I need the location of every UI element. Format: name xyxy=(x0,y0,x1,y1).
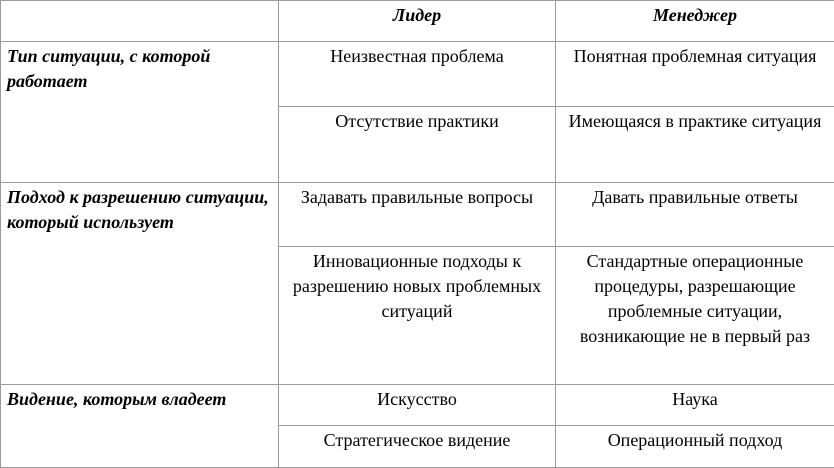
table-row xyxy=(1,42,834,107)
manager-cell: Имеющаяся в практике ситуация xyxy=(556,107,834,183)
manager-cell: Стандартные операционные процедуры, разрешающие проблемные ситуации, возникающие не в первый раз xyxy=(556,247,834,385)
header-manager: Менеджер xyxy=(556,1,834,42)
leader-cell: Задавать правильные вопросы xyxy=(279,183,556,247)
manager-cell: Понятная проблемная ситуация xyxy=(556,42,834,107)
manager-cell: Операционный подход xyxy=(556,426,834,468)
category-approach: Подход к разрешению ситуации, который использует xyxy=(1,183,279,385)
leader-cell: Стратегическое видение xyxy=(279,426,556,468)
category-situation-type: Тип ситуации, с которой работает xyxy=(1,42,279,183)
leader-cell: Инновационные подходы к разрешению новых проблемных ситуаций xyxy=(279,247,556,385)
table-row xyxy=(1,183,834,247)
table-row xyxy=(1,385,834,426)
manager-cell: Давать правильные ответы xyxy=(556,183,834,247)
leader-cell: Искусство xyxy=(279,385,556,426)
header-leader: Лидер xyxy=(279,1,556,42)
manager-cell: Наука xyxy=(556,385,834,426)
leader-cell: Отсутствие практики xyxy=(279,107,556,183)
leader-cell: Неизвестная проблема xyxy=(279,42,556,107)
category-vision: Видение, которым владеет xyxy=(1,385,279,468)
header-empty-cell xyxy=(1,1,279,42)
header-row xyxy=(1,1,834,42)
